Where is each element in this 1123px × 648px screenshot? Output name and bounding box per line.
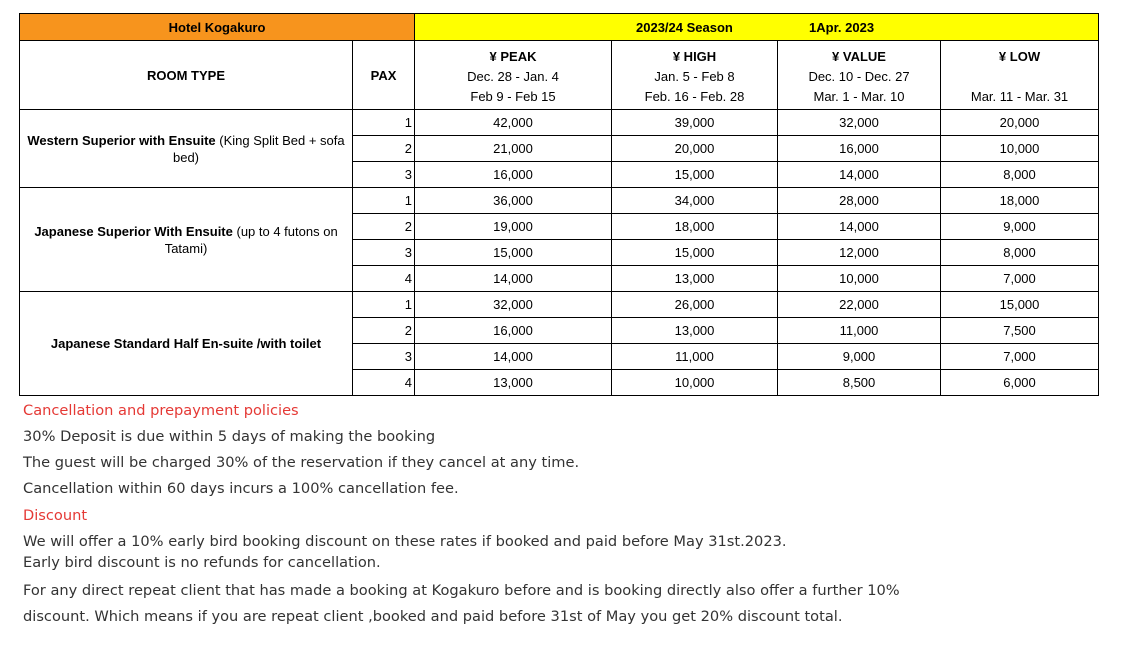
price-cell: 9,000 [941,214,1099,240]
season-column-high [612,41,778,110]
price-cell: 21,000 [415,136,612,162]
pax-cell: 2 [353,214,415,240]
cancellation-line: 30% Deposit is due within 5 days of making the booking [23,428,436,445]
season-dates-low-1 [941,67,1098,87]
season-dates-value-1: Dec. 10 - Dec. 27 [808,68,910,84]
season-header [415,14,1099,41]
pax-cell: 3 [353,162,415,188]
price-cell: 16,000 [415,318,612,344]
season-dates-high-1: Jan. 5 - Feb 8 [654,68,735,84]
discount-line: We will offer a 10% early bird booking discount on these rates if booked and paid before May 31st.2023. [23,533,787,550]
price-cell: 16,000 [415,162,612,188]
season-dates-high-2: Feb. 16 - Feb. 28 [644,88,745,104]
price-cell: 15,000 [612,240,778,266]
season-dates-peak-1: Dec. 28 - Jan. 4 [467,68,559,84]
column-header-row [20,41,1099,110]
price-cell: 9,000 [778,344,941,370]
season-label: 2023/24 Season [636,20,733,35]
pax-cell: 4 [353,370,415,396]
price-cell: 14,000 [778,214,941,240]
price-cell: 10,000 [941,136,1099,162]
room-name-detail: (up to 4 futons on Tatami) [164,223,338,256]
room-name-japanese-superior [20,188,353,292]
price-cell: 7,000 [941,344,1099,370]
price-cell: 42,000 [415,110,612,136]
price-cell: 13,000 [415,370,612,396]
price-cell: 12,000 [778,240,941,266]
price-cell: 11,000 [778,318,941,344]
title-row [20,14,1099,41]
season-label-low: ¥ LOW [998,48,1041,64]
table-row [20,292,1099,318]
season-label-high: ¥ HIGH [672,48,717,64]
price-cell: 10,000 [778,266,941,292]
price-cell: 18,000 [941,188,1099,214]
effective-date: 1Apr. 2023 [809,20,875,35]
price-cell: 14,000 [778,162,941,188]
price-cell: 10,000 [612,370,778,396]
price-cell: 32,000 [778,110,941,136]
price-cell: 7,500 [941,318,1099,344]
season-label-value: ¥ VALUE [832,48,886,64]
season-dates-low-2: Mar. 11 - Mar. 31 [970,88,1069,104]
price-cell: 8,000 [941,240,1099,266]
season-dates-value-2: Mar. 1 - Mar. 10 [813,88,905,104]
price-cell: 14,000 [415,344,612,370]
discount-heading: Discount [23,507,88,524]
pax-cell: 2 [353,318,415,344]
season-column-value [778,41,941,110]
pax-cell: 2 [353,136,415,162]
room-name-western-superior [20,110,353,188]
price-cell: 13,000 [612,266,778,292]
price-cell: 15,000 [612,162,778,188]
discount-line: discount. Which means if you are repeat client ,booked and paid before 31st of May you get 20% discount total. [23,608,843,625]
room-name-bold: Japanese Superior With Ensuite [34,223,233,239]
season-label-peak: ¥ PEAK [489,48,537,64]
pax-cell: 3 [353,344,415,370]
season-column-low [941,41,1099,110]
price-cell: 26,000 [612,292,778,318]
pax-cell: 3 [353,240,415,266]
price-cell: 6,000 [941,370,1099,396]
season-dates-peak-2: Feb 9 - Feb 15 [470,88,556,104]
price-cell: 34,000 [612,188,778,214]
price-cell: 11,000 [612,344,778,370]
pax-cell: 1 [353,188,415,214]
pax-cell: 1 [353,110,415,136]
room-name-detail: (King Split Bed + sofa bed) [172,132,345,165]
price-cell: 15,000 [941,292,1099,318]
cancellation-heading: Cancellation and prepayment policies [23,402,299,419]
price-cell: 18,000 [612,214,778,240]
table-row [20,110,1099,136]
price-cell: 39,000 [612,110,778,136]
price-cell: 7,000 [941,266,1099,292]
price-cell: 36,000 [415,188,612,214]
room-name-japanese-standard [20,292,353,396]
price-cell: 16,000 [778,136,941,162]
room-type-header: ROOM TYPE [20,41,353,110]
price-cell: 20,000 [941,110,1099,136]
price-cell: 15,000 [415,240,612,266]
rate-table [19,13,1099,396]
price-cell: 20,000 [612,136,778,162]
hotel-name: Hotel Kogakuro [20,14,415,41]
discount-line: Early bird discount is no refunds for cancellation. [23,554,381,571]
price-cell: 13,000 [612,318,778,344]
price-cell: 14,000 [415,266,612,292]
discount-line: For any direct repeat client that has made a booking at Kogakuro before and is booking directly also offer a further 10% [23,582,900,599]
price-cell: 22,000 [778,292,941,318]
pax-cell: 1 [353,292,415,318]
price-cell: 8,000 [941,162,1099,188]
season-column-peak [415,41,612,110]
room-name-bold: Western Superior with Ensuite [27,132,216,148]
price-cell: 28,000 [778,188,941,214]
pax-cell: 4 [353,266,415,292]
room-name-bold: Japanese Standard Half En-suite /with toilet [50,336,322,351]
cancellation-line: The guest will be charged 30% of the reservation if they cancel at any time. [23,454,580,471]
pax-header: PAX [353,41,415,110]
table-row [20,188,1099,214]
price-cell: 19,000 [415,214,612,240]
price-cell: 32,000 [415,292,612,318]
cancellation-line: Cancellation within 60 days incurs a 100% cancellation fee. [23,480,459,497]
price-cell: 8,500 [778,370,941,396]
